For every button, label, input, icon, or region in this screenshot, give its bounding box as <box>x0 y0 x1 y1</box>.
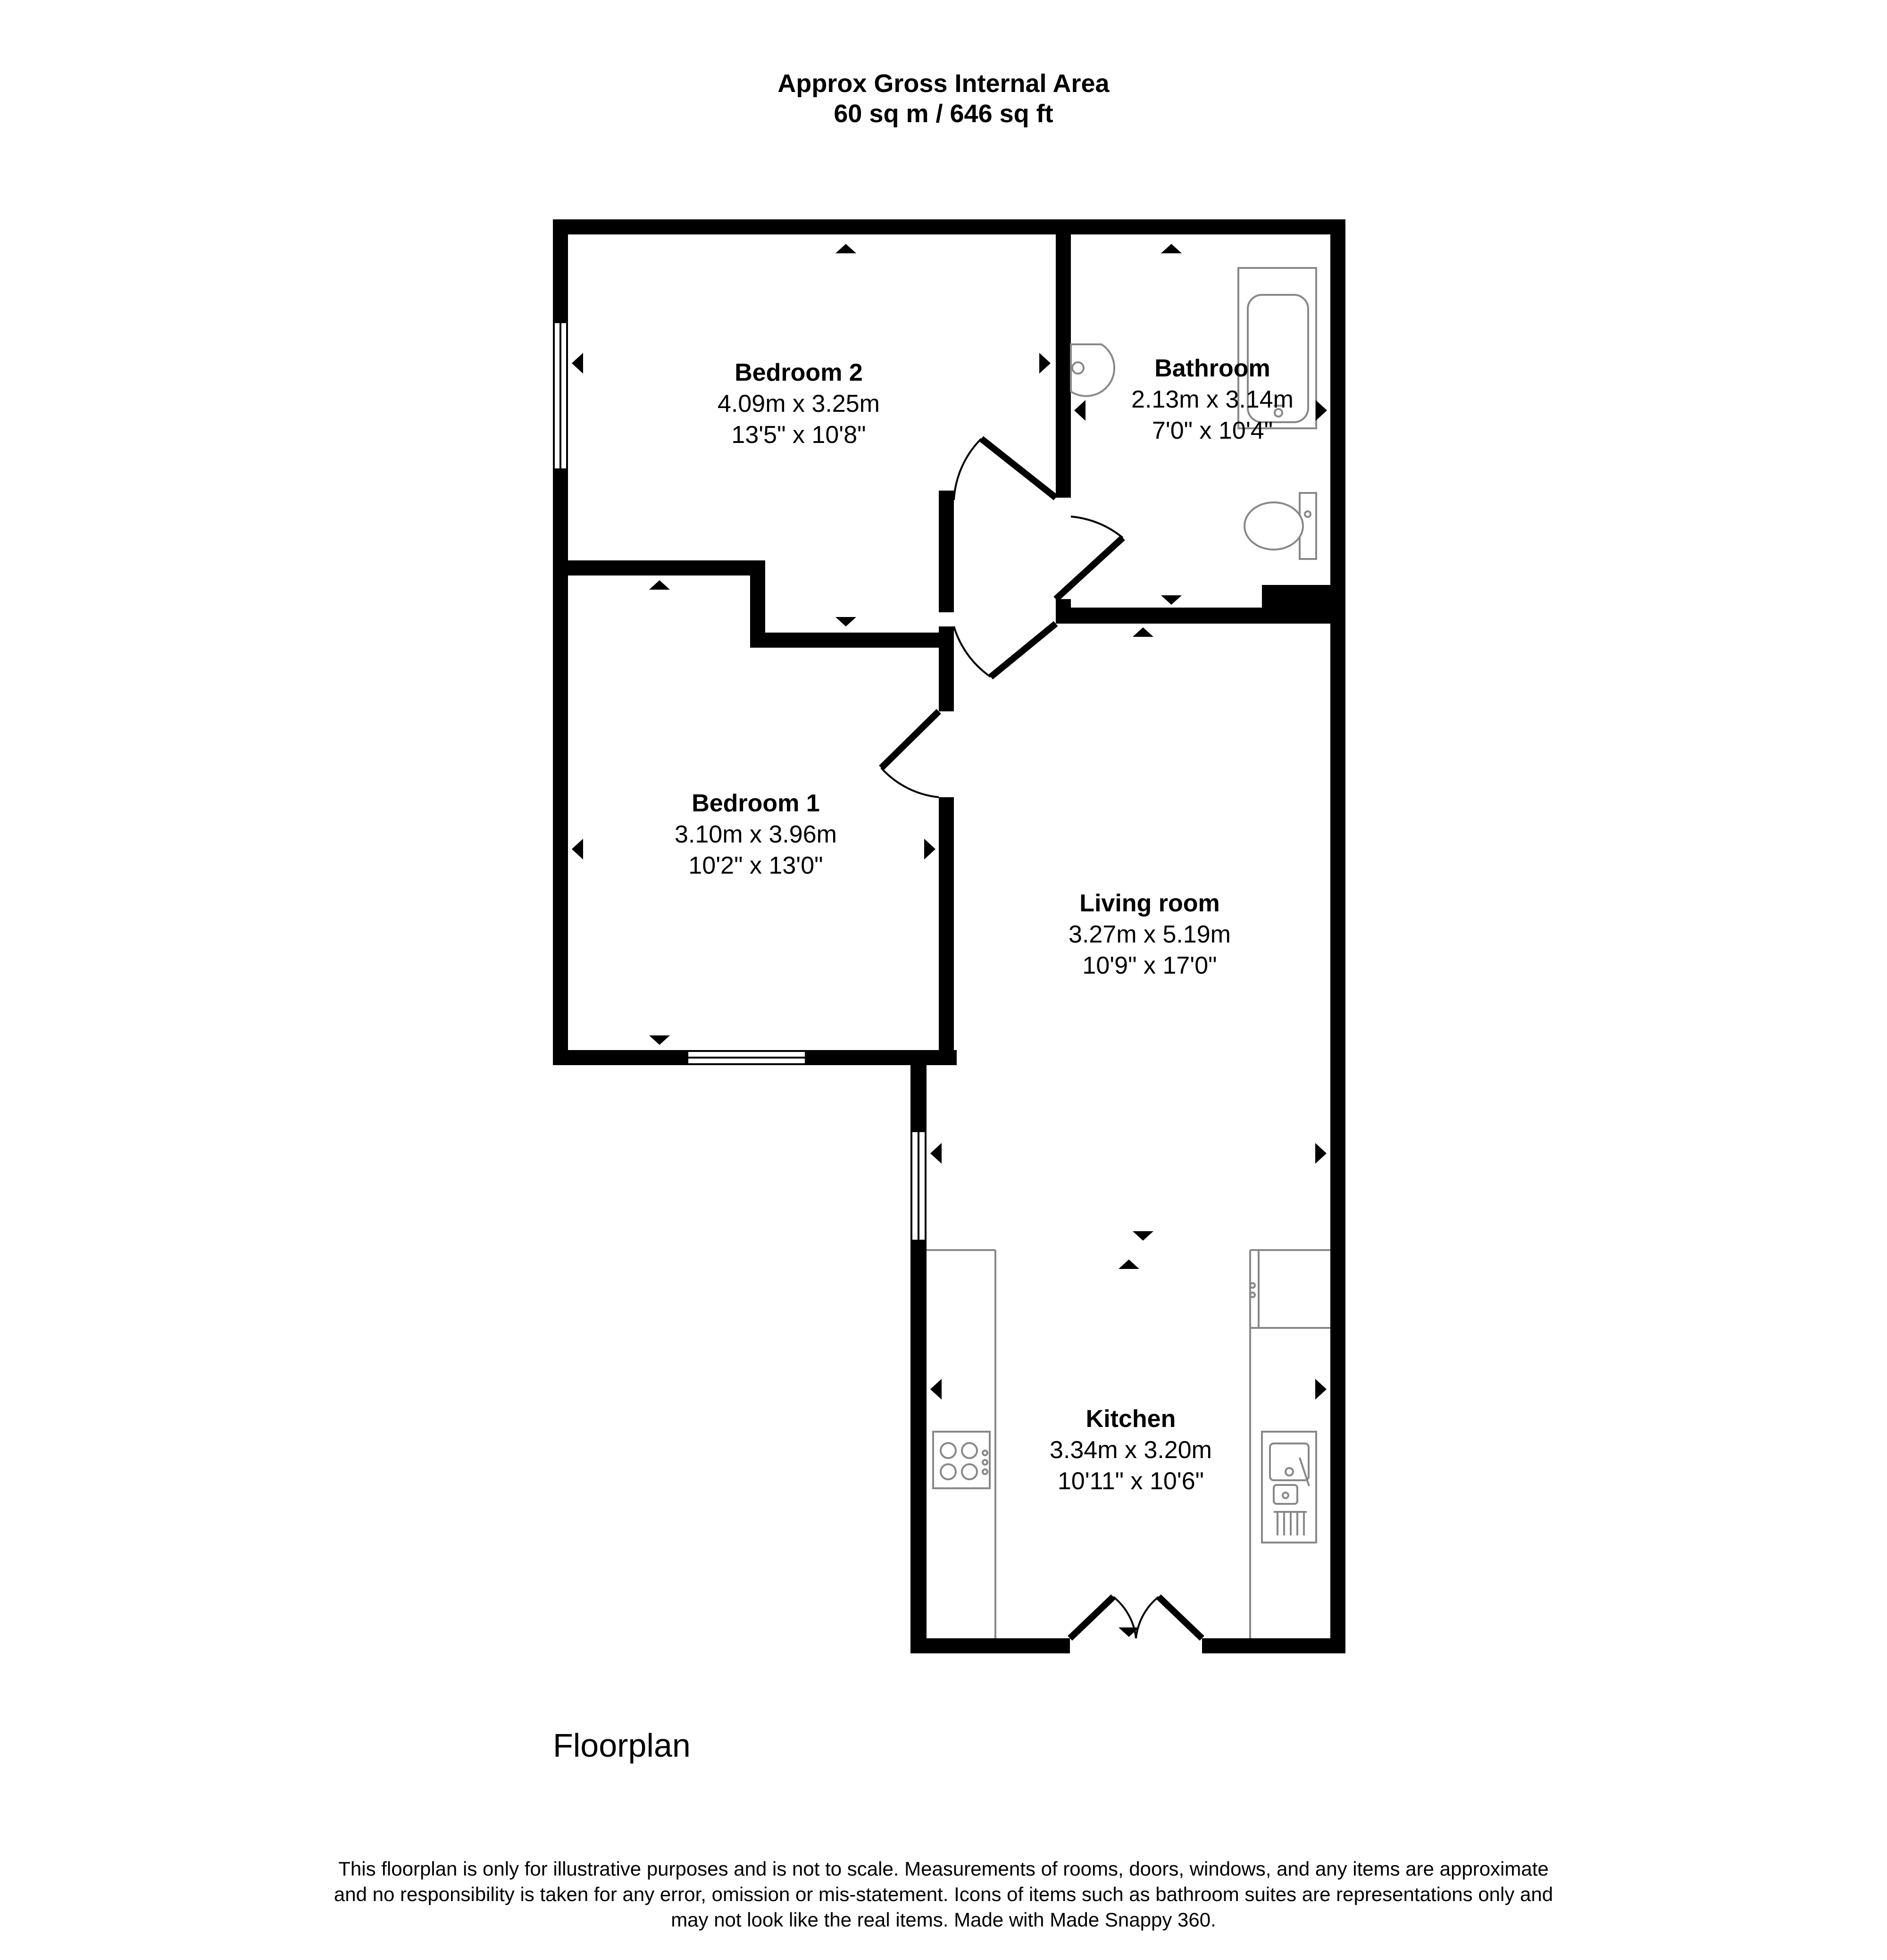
room-metric: 3.34m x 3.20m <box>1050 1436 1212 1464</box>
wall-bedroom-divider <box>553 560 765 575</box>
arrow-up-icon <box>835 244 856 253</box>
room-name: Bathroom <box>1154 355 1270 382</box>
arrow-left-icon <box>572 839 583 859</box>
arrow-right-icon <box>1316 400 1327 421</box>
door-bedroom1 <box>881 711 939 797</box>
wall-bottom-kitchen-left <box>910 1638 1070 1653</box>
arrow-down-icon <box>1161 595 1182 605</box>
arrow-up-icon <box>649 580 670 590</box>
room-metric: 3.10m x 3.96m <box>675 821 837 848</box>
wall-right <box>1330 219 1345 1653</box>
room-imperial: 10'2" x 13'0" <box>688 852 823 879</box>
room-name: Bedroom 2 <box>735 359 863 386</box>
room-imperial: 10'9" x 17'0" <box>1082 952 1217 979</box>
room-living-room <box>1069 888 1231 981</box>
room-name: Bedroom 1 <box>692 790 820 817</box>
arrow-right-icon <box>1039 353 1051 374</box>
wall-bathroom-corner-block <box>1262 585 1345 624</box>
room-imperial: 10'11" x 10'6" <box>1057 1468 1204 1495</box>
plan-title: Floorplan <box>553 1727 691 1764</box>
sink-icon <box>1262 1432 1316 1543</box>
door-hall <box>954 624 1056 677</box>
wall-bedroom1-right <box>939 797 954 1065</box>
arrow-right-icon <box>924 839 935 859</box>
area-value: 60 sq m / 646 sq ft <box>834 100 1053 128</box>
arrow-down-icon <box>649 1035 670 1045</box>
room-imperial: 7'0" x 10'4" <box>1152 417 1273 444</box>
wall-left-bedroom1 <box>553 560 568 1065</box>
wall-bathroom-left-upper <box>1056 219 1071 498</box>
room-bathroom <box>1131 353 1294 446</box>
wall-kitchen-left-upper <box>910 1050 927 1131</box>
wall-bottom-kitchen-right <box>1202 1638 1345 1653</box>
wall-left-bedroom2-upper <box>553 219 568 322</box>
room-imperial: 13'5" x 10'8" <box>731 421 866 449</box>
arrow-right-icon <box>1315 1143 1327 1164</box>
toilet-icon <box>1244 493 1316 559</box>
room-name: Living room <box>1079 890 1220 917</box>
arrow-left-icon <box>930 1143 942 1164</box>
arrow-down-icon <box>835 617 856 626</box>
area-title: Approx Gross Internal Area <box>777 69 1110 98</box>
arrow-left-icon <box>930 1379 942 1400</box>
wall-left-bedroom2-lower <box>553 469 568 564</box>
wall-notch-horizontal <box>750 633 948 648</box>
arrow-up-icon <box>1133 627 1153 637</box>
room-metric: 4.09m x 3.25m <box>718 390 880 417</box>
room-kitchen <box>1050 1403 1212 1497</box>
arrow-up-icon <box>1161 244 1182 253</box>
arrow-right-icon <box>1315 1379 1327 1400</box>
windows <box>554 322 926 1241</box>
disclaimer-line: This floorplan is only for illustrative purposes and is not to scale. Measurements of rooms, doors, windows, and any items are approximate <box>338 1858 1549 1880</box>
disclaimer-line: may not look like the real items. Made with Made Snappy 360. <box>671 1909 1216 1931</box>
door-kitchen-double <box>1070 1597 1202 1638</box>
arrow-down-icon <box>1133 1231 1153 1241</box>
room-metric: 3.27m x 5.19m <box>1069 921 1231 948</box>
hob-icon <box>933 1432 990 1488</box>
door-bathroom <box>1056 517 1123 599</box>
room-name: Kitchen <box>1085 1405 1176 1433</box>
room-bedroom-1 <box>675 788 837 881</box>
wall-bottom-bedroom1-right <box>806 1050 957 1065</box>
wall-top <box>553 219 1345 234</box>
wall-bottom-bedroom1-left <box>553 1050 687 1065</box>
door-bedroom2 <box>954 439 1056 500</box>
room-metric: 2.13m x 3.14m <box>1131 386 1294 413</box>
disclaimer-line: and no responsibility is taken for any error, omission or mis-statement. Icons of items such as bathroom suites are representations only and <box>334 1883 1553 1905</box>
arrow-left-icon <box>572 353 583 374</box>
wall-hall-left-mid <box>939 626 954 711</box>
basin-icon <box>1071 344 1114 396</box>
arrow-left-icon <box>1074 400 1085 421</box>
arrow-up-icon <box>1119 1259 1139 1269</box>
wall-kitchen-left-lower <box>910 1241 927 1653</box>
wall-hall-left-upper <box>939 491 954 612</box>
disclaimer <box>142 1856 1745 1933</box>
room-bedroom-2 <box>718 357 880 450</box>
